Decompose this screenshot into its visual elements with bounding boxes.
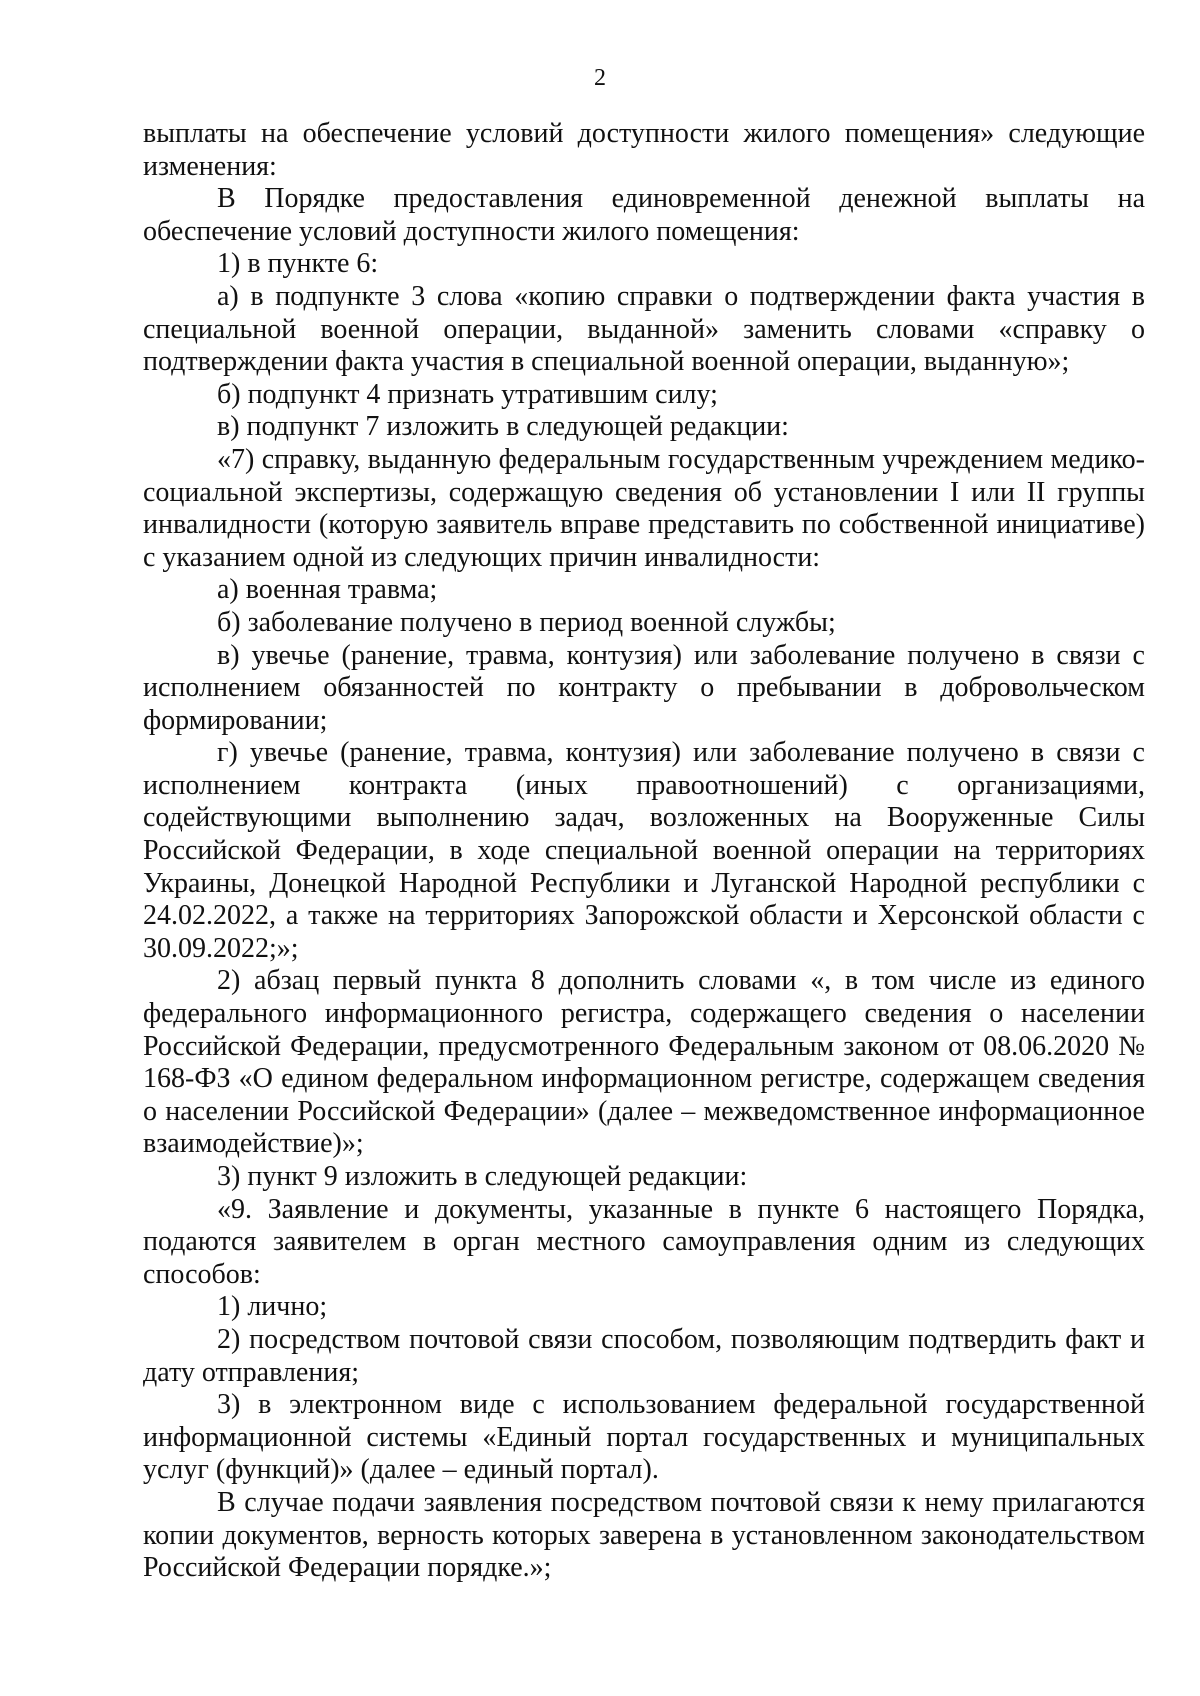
page-number: 2: [594, 65, 606, 91]
paragraph: г) увечье (ранение, травма, контузия) или заболевание получено в связи с исполнением контракта (иных правоотношений) с организациями, содействующими выполнению задач, возложенных на Вооруженные Силы Российской Федерации, в ходе специальной военной операции на территориях Украины, Донецкой Народной Республики и Луганской Народной республики с 24.02.2022, а также на территориях Запорожской области и Херсонской области с 30.09.2022;»;: [143, 737, 1145, 964]
paragraph: в) подпункт 7 изложить в следующей редакции:: [217, 411, 789, 443]
paragraph: «7) справку, выданную федеральным государственным учреждением медико-социальной экспертизы, содержащую сведения об установлении I или II группы инвалидности (которую заявитель вправе представить по собственной инициативе) с указанием одной из следующих причин инвалидности:: [143, 443, 1145, 573]
document-body: [143, 118, 1145, 1585]
paragraph: выплаты на обеспечение условий доступности жилого помещения» следующие изменения:: [143, 118, 1145, 182]
paragraph: В Порядке предоставления единовременной денежной выплаты на обеспечение условий доступности жилого помещения:: [143, 183, 1145, 247]
paragraph: в) увечье (ранение, травма, контузия) или заболевание получено в связи с исполнением обязанностей по контракту о пребывании в добровольческом формировании;: [143, 639, 1145, 736]
paragraph: б) подпункт 4 признать утратившим силу;: [217, 378, 718, 410]
paragraph: 2) посредством почтовой связи способом, позволяющим подтвердить факт и дату отправления;: [143, 1323, 1145, 1388]
paragraph: 1) лично;: [217, 1291, 328, 1323]
paragraph: б) заболевание получено в период военной службы;: [217, 606, 836, 638]
paragraph: 3) пункт 9 изложить в следующей редакции:: [217, 1161, 748, 1192]
paragraph: 1) в пункте 6:: [217, 248, 379, 280]
paragraph: а) в подпункте 3 слова «копию справки о подтверждении факта участия в специальной военной операции, выданной» заменить словами «справку о подтверждении факта участия в специальной военной операции, выданную»;: [143, 280, 1145, 378]
paragraph: 2) абзац первый пункта 8 дополнить словами «, в том числе из единого федерального информационного регистра, содержащего сведения о населении Российской Федерации, предусмотренного Федеральным законом от 08.06.2020 № 168-ФЗ «О едином федеральном информационном регистре, содержащем сведения о населении Российской Федерации» (далее – межведомственное информационное взаимодействие)»;: [143, 965, 1145, 1160]
paragraph: В случае подачи заявления посредством почтовой связи к нему прилагаются копии документов, верность которых заверена в установленном законодательством Российской Федерации порядке.»;: [143, 1486, 1145, 1584]
paragraph: а) военная травма;: [217, 574, 438, 606]
paragraph: 3) в электронном виде с использованием федеральной государственной информационной системы «Единый портал государственных и муниципальных услуг (функций)» (далее – единый портал).: [143, 1389, 1145, 1486]
paragraph: «9. Заявление и документы, указанные в пункте 6 настоящего Порядка, подаются заявителем в орган местного самоуправления одним из следующих способов:: [143, 1193, 1145, 1290]
